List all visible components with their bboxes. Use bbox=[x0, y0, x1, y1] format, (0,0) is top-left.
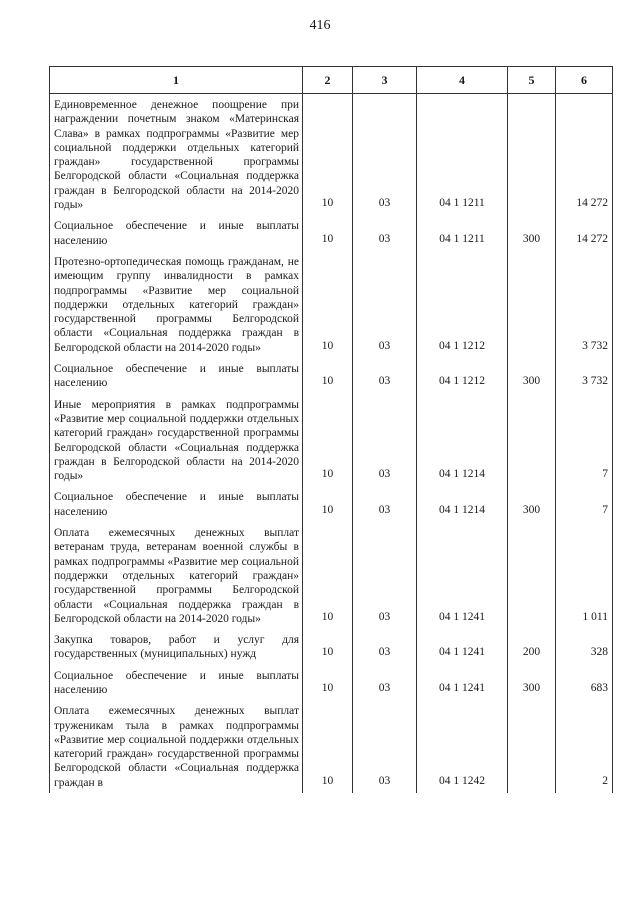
row-target-code: 04 1 1212 bbox=[417, 251, 508, 358]
table-row bbox=[50, 215, 613, 251]
row-section: 10 bbox=[303, 486, 353, 522]
row-expense-type bbox=[508, 94, 556, 216]
row-expense-type: 300 bbox=[508, 665, 556, 701]
table-row bbox=[50, 94, 613, 216]
header-col-1: 1 bbox=[50, 67, 303, 94]
row-section: 10 bbox=[303, 215, 353, 251]
row-subsection: 03 bbox=[353, 94, 417, 216]
row-expense-type bbox=[508, 394, 556, 487]
row-subsection: 03 bbox=[353, 700, 417, 793]
row-name: Социальное обеспечение и иные выплаты населению bbox=[50, 486, 303, 522]
row-name: Иные мероприятия в рамках подпрограммы «Развитие мер социальной поддержки отдельных категорий граждан» государственной программы Белгородской области «Социальная поддержка граждан в Белгородской области на 2014-2020 годы» bbox=[50, 394, 303, 487]
row-target-code: 04 1 1211 bbox=[417, 94, 508, 216]
row-expense-type: 300 bbox=[508, 486, 556, 522]
row-name: Социальное обеспечение и иные выплаты населению bbox=[50, 665, 303, 701]
row-name: Социальное обеспечение и иные выплаты населению bbox=[50, 215, 303, 251]
header-col-2: 2 bbox=[303, 67, 353, 94]
row-amount: 14 272 bbox=[556, 215, 613, 251]
row-amount: 3 732 bbox=[556, 251, 613, 358]
row-name: Оплата ежемесячных денежных выплат труженикам тыла в рамках подпрограммы «Развитие мер социальной поддержки отдельных категорий граждан» государственной программы Белгородской области «Социальная поддержка граждан в bbox=[50, 700, 303, 793]
row-name: Единовременное денежное поощрение при награждении почетным знаком «Материнская Слава» в рамках подпрограммы «Развитие мер социальной поддержки отдельных категорий граждан» государственной программы Белгородской области «Социальная поддержка граждан в Белгородской области на 2014-2020 годы» bbox=[50, 94, 303, 216]
header-col-4: 4 bbox=[417, 67, 508, 94]
row-amount: 328 bbox=[556, 629, 613, 665]
row-target-code: 04 1 1211 bbox=[417, 215, 508, 251]
table-row bbox=[50, 665, 613, 701]
page-number: 416 bbox=[309, 18, 331, 33]
row-expense-type: 200 bbox=[508, 629, 556, 665]
row-section: 10 bbox=[303, 251, 353, 358]
row-target-code: 04 1 1242 bbox=[417, 700, 508, 793]
row-amount: 683 bbox=[556, 665, 613, 701]
row-expense-type bbox=[508, 522, 556, 629]
header-col-5: 5 bbox=[508, 67, 556, 94]
header-col-6: 6 bbox=[556, 67, 613, 94]
row-expense-type bbox=[508, 700, 556, 793]
row-target-code: 04 1 1214 bbox=[417, 394, 508, 487]
budget-table bbox=[49, 66, 613, 793]
row-subsection: 03 bbox=[353, 358, 417, 394]
budget-table-container bbox=[49, 66, 612, 793]
table-row bbox=[50, 700, 613, 793]
row-subsection: 03 bbox=[353, 665, 417, 701]
row-section: 10 bbox=[303, 629, 353, 665]
row-section: 10 bbox=[303, 700, 353, 793]
table-row bbox=[50, 629, 613, 665]
row-section: 10 bbox=[303, 665, 353, 701]
row-subsection: 03 bbox=[353, 486, 417, 522]
row-section: 10 bbox=[303, 358, 353, 394]
row-target-code: 04 1 1241 bbox=[417, 629, 508, 665]
row-amount: 1 011 bbox=[556, 522, 613, 629]
row-name: Протезно-ортопедическая помощь гражданам, не имеющим группу инвалидности в рамках подпрограммы «Развитие мер социальной поддержки отдельных категорий граждан» государственной программы Белгородской области «Социальная поддержка граждан в Белгородской области на 2014-2020 годы» bbox=[50, 251, 303, 358]
row-name: Социальное обеспечение и иные выплаты населению bbox=[50, 358, 303, 394]
row-amount: 3 732 bbox=[556, 358, 613, 394]
row-name: Закупка товаров, работ и услуг для государственных (муниципальных) нужд bbox=[50, 629, 303, 665]
row-amount: 2 bbox=[556, 700, 613, 793]
row-amount: 14 272 bbox=[556, 94, 613, 216]
row-expense-type: 300 bbox=[508, 215, 556, 251]
row-amount: 7 bbox=[556, 486, 613, 522]
header-col-3: 3 bbox=[353, 67, 417, 94]
row-name: Оплата ежемесячных денежных выплат ветеранам труда, ветеранам военной службы в рамках подпрограммы «Развитие мер социальной поддержки отдельных категорий граждан» государственной программы Белгородской области «Социальная поддержка граждан в Белгородской области на 2014-2020 годы» bbox=[50, 522, 303, 629]
row-target-code: 04 1 1212 bbox=[417, 358, 508, 394]
row-subsection: 03 bbox=[353, 629, 417, 665]
row-subsection: 03 bbox=[353, 215, 417, 251]
table-row bbox=[50, 394, 613, 487]
table-row bbox=[50, 358, 613, 394]
row-subsection: 03 bbox=[353, 522, 417, 629]
row-subsection: 03 bbox=[353, 251, 417, 358]
row-subsection: 03 bbox=[353, 394, 417, 487]
row-amount: 7 bbox=[556, 394, 613, 487]
row-section: 10 bbox=[303, 394, 353, 487]
table-row bbox=[50, 251, 613, 358]
row-expense-type: 300 bbox=[508, 358, 556, 394]
table-row bbox=[50, 522, 613, 629]
row-expense-type bbox=[508, 251, 556, 358]
row-target-code: 04 1 1214 bbox=[417, 486, 508, 522]
table-header-row bbox=[50, 67, 613, 94]
row-section: 10 bbox=[303, 522, 353, 629]
row-target-code: 04 1 1241 bbox=[417, 665, 508, 701]
row-target-code: 04 1 1241 bbox=[417, 522, 508, 629]
table-row bbox=[50, 486, 613, 522]
row-section: 10 bbox=[303, 94, 353, 216]
